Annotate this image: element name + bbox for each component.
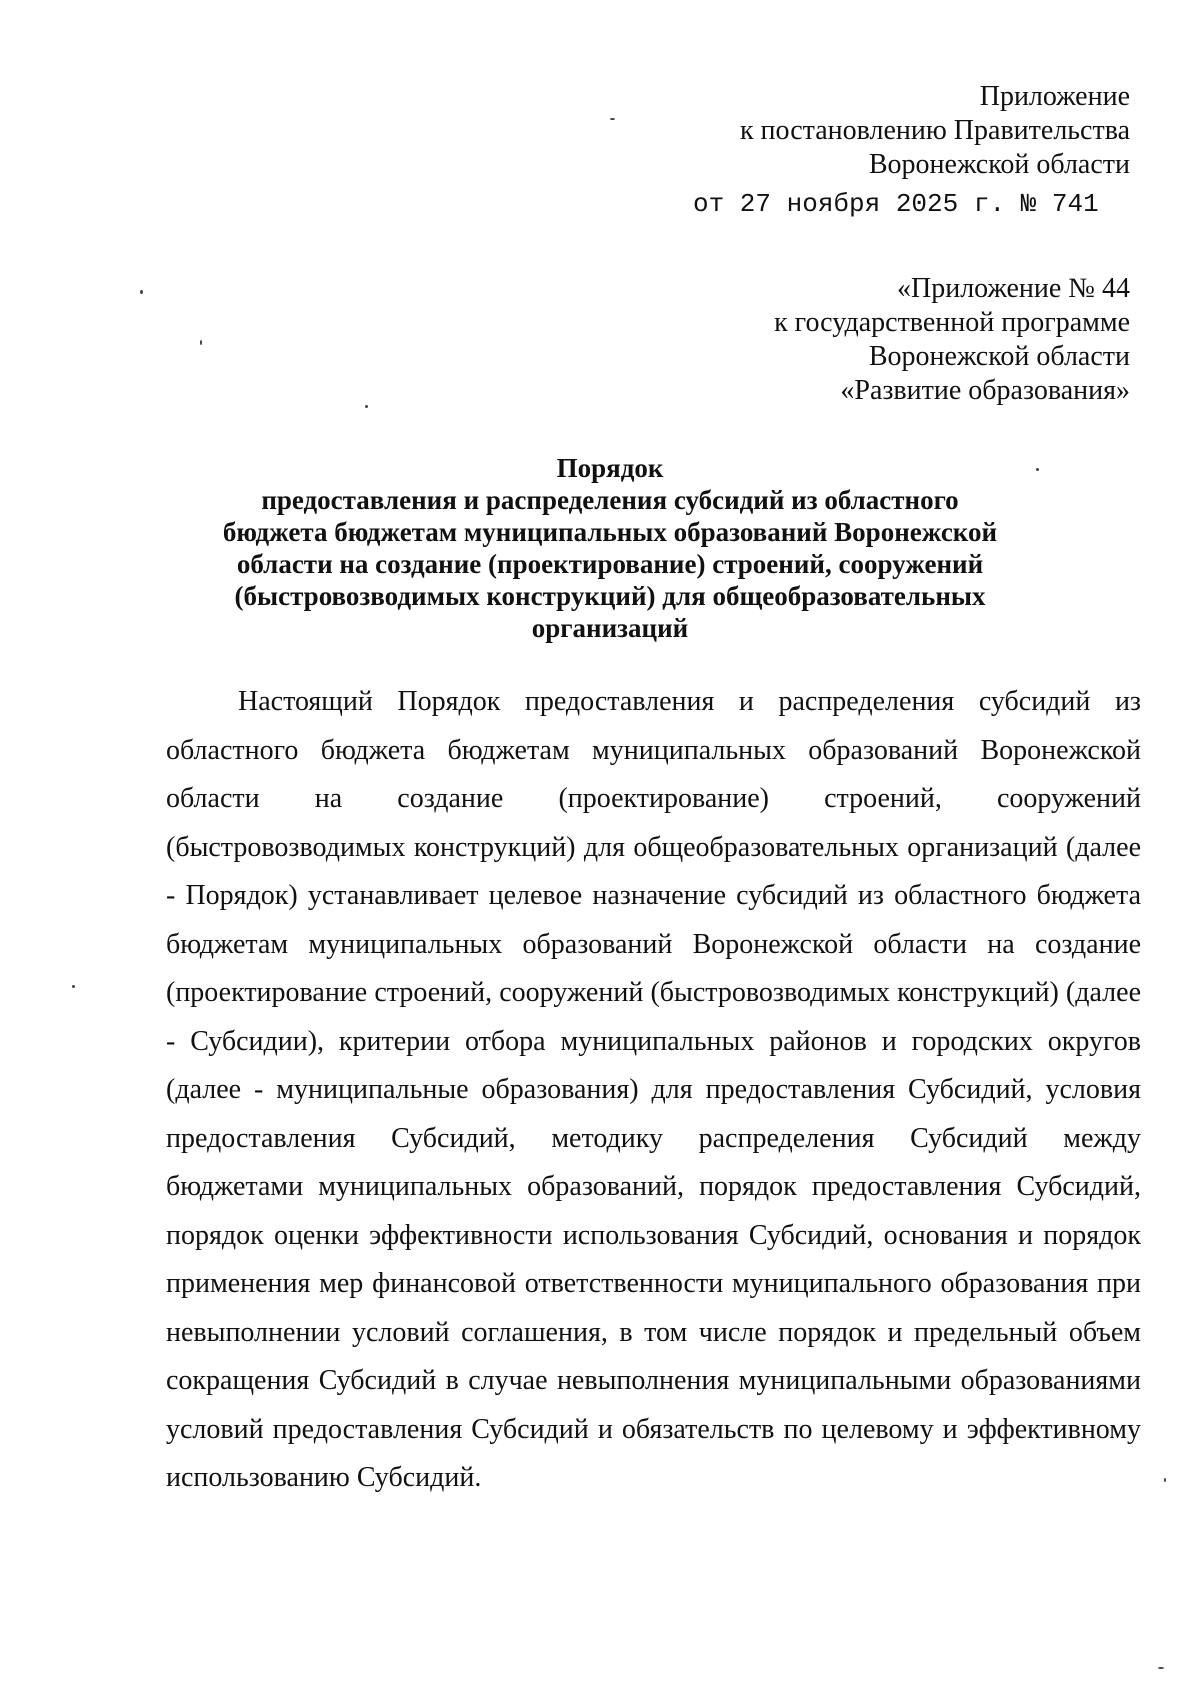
body-paragraph: Настоящий Порядок предоставления и распределения субсидий из областного бюджета бюджетам муниципальных образований Воронежской области на создание (проектирование) строений, сооружений (быстровозводимых конструкций) для общеобразовательных организаций (далее - Порядок) устанавливает целевое назначение субсидий из областного бюджета бюджетам муниципальных образований Воронежской области на создание (проектирование строений, сооружений (быстровозводимых конструкций) (далее - Субсидии), критерии отбора муниципальных районов и городских округов (далее - муниципальные образования) для предоставления Субсидий, условия предоставления Субсидий, методику распределения Субсидий между бюджетами муниципальных образований, порядок предоставления Субсидий, порядок оценки эффективности использования Субсидий, основания и порядок применения мер финансовой ответственности муниципального образования при невыполнении условий соглашения, в том числе порядок и предельный объем сокращения Субсидий в случае невыполнения муниципальными образованиями условий предоставления Субсидий и обязательств по целевому и эффективному использованию Субсидий. [166, 686, 1141, 1493]
program-appendix-number: «Приложение № 44 [897, 273, 1130, 304]
resolution-reference: к постановлению Правительства [739, 115, 1130, 146]
title-line-1: Порядок [556, 453, 664, 483]
scan-speck [365, 405, 368, 408]
scan-speck [1158, 1667, 1164, 1669]
resolution-date-number: от 27 ноября 2025 г. № 741 [693, 189, 1099, 219]
program-region: Воронежской области [868, 341, 1130, 372]
title-line-4: области на создание (проектирование) строений, сооружений [236, 549, 984, 579]
title-line-3: бюджета бюджетам муниципальных образований Воронежской [222, 517, 998, 547]
scan-speck [1164, 1478, 1166, 1482]
appendix-header [740, 80, 1130, 182]
scan-speck [1036, 468, 1039, 471]
scan-speck [610, 118, 615, 120]
scan-speck [72, 985, 75, 988]
scan-speck [200, 340, 202, 345]
region-name: Воронежской области [868, 149, 1130, 180]
program-reference-line: к государственной программе [774, 307, 1130, 338]
program-name: «Развитие образования» [840, 375, 1130, 406]
appendix-label: Приложение [979, 81, 1130, 112]
title-line-5: (быстровозводимых конструкций) для общеобразовательных [234, 581, 986, 611]
program-reference [774, 272, 1130, 408]
title-line-2: предоставления и распределения субсидий из областного [261, 485, 959, 515]
title-line-6: организаций [531, 613, 689, 643]
document-title [200, 452, 1020, 644]
scan-speck [140, 290, 143, 294]
